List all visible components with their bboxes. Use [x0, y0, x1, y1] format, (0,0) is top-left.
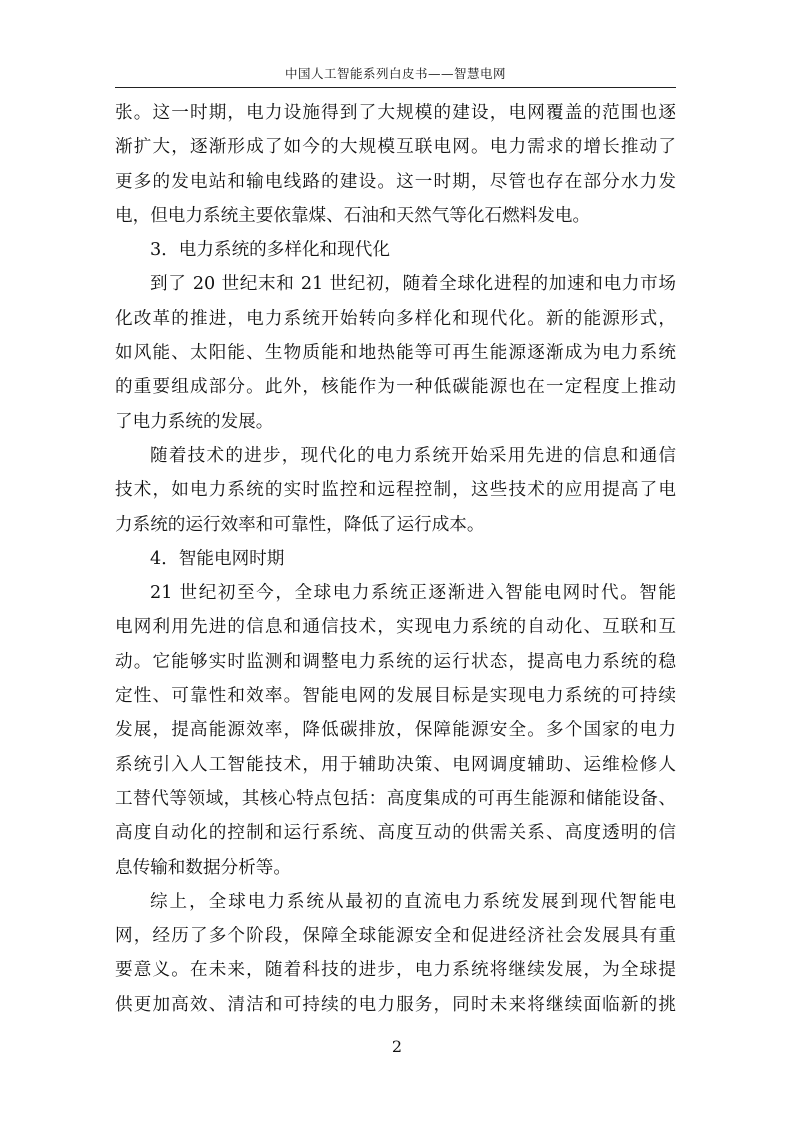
paragraph-line: 息传输和数据分析等。	[115, 857, 291, 878]
paragraph-line: 力系统的运行效率和可靠性，降低了运行成本。	[115, 514, 485, 535]
paragraph-line: 供更加高效、清洁和可持续的电力服务，同时未来将继续面临新的挑	[115, 994, 676, 1015]
paragraph-line: 定性、可靠性和效率。智能电网的发展目标是实现电力系统的可持续	[115, 686, 676, 707]
paragraph-line: 到了 20 世纪末和 21 世纪初，随着全球化进程的加速和电力市场	[150, 274, 676, 295]
paragraph-line: 更多的发电站和输电线路的建设。这一时期，尽管也存在部分水力发	[115, 171, 676, 192]
paragraph-line: 张。这一时期，电力设施得到了大规模的建设，电网覆盖的范围也逐	[115, 103, 676, 123]
body-paragraph	[115, 439, 676, 542]
body-paragraph	[115, 885, 676, 1022]
paragraph-line: 技术，如电力系统的实时监控和远程控制，这些技术的应用提高了电	[115, 480, 676, 501]
section-heading: 3．电力系统的多样化和现代化	[150, 240, 390, 261]
paragraph-line: 化改革的推进，电力系统开始转向多样化和现代化。新的能源形式，	[115, 308, 676, 329]
paragraph-line: 工替代等领域，其核心特点包括：高度集成的可再生能源和储能设备、	[115, 788, 676, 809]
paragraph-line: 电网利用先进的信息和通信技术，实现电力系统的自动化、互联和互	[115, 617, 676, 638]
body-paragraph	[115, 96, 676, 233]
paragraph-line: 动。它能够实时监测和调整电力系统的运行状态，提高电力系统的稳	[115, 651, 676, 672]
body-paragraph	[115, 576, 676, 885]
paragraph-line: 系统引入人工智能技术，用于辅助决策、电网调度辅助、运维检修人	[115, 754, 676, 775]
page-number: 2	[391, 1037, 403, 1056]
body-paragraph	[115, 267, 676, 438]
paragraph-line: 渐扩大，逐渐形成了如今的大规模互联电网。电力需求的增长推动了	[115, 137, 676, 158]
paragraph-line: 发展，提高能源效率，降低碳排放，保障能源安全。多个国家的电力	[115, 720, 676, 741]
paragraph-line: 综上，全球电力系统从最初的直流电力系统发展到现代智能电	[150, 891, 676, 912]
running-header: 中国人工智能系列白皮书——智慧电网	[115, 64, 676, 88]
section-heading: 4．智能电网时期	[150, 548, 285, 569]
paragraph-line: 的重要组成部分。此外，核能作为一种低碳能源也在一定程度上推动	[115, 377, 676, 398]
paragraph-line: 高度自动化的控制和运行系统、高度互动的供需关系、高度透明的信	[115, 823, 676, 844]
paragraph-line: 随着技术的进步，现代化的电力系统开始采用先进的信息和通信	[150, 445, 676, 466]
paragraph-line: 21 世纪初至今，全球电力系统正逐渐进入智能电网时代。智能	[150, 583, 676, 604]
paragraph-line: 如风能、太阳能、生物质能和地热能等可再生能源逐渐成为电力系统	[115, 343, 676, 364]
paragraph-line: 了电力系统的发展。	[115, 411, 274, 432]
paragraph-line: 网，经历了多个阶段，保障全球能源安全和促进经济社会发展具有重	[115, 926, 676, 947]
paragraph-line: 电，但电力系统主要依靠煤、石油和天然气等化石燃料发电。	[115, 205, 591, 226]
paragraph-line: 要意义。在未来，随着科技的进步，电力系统将继续发展，为全球提	[115, 960, 676, 981]
document-body	[115, 96, 676, 1022]
